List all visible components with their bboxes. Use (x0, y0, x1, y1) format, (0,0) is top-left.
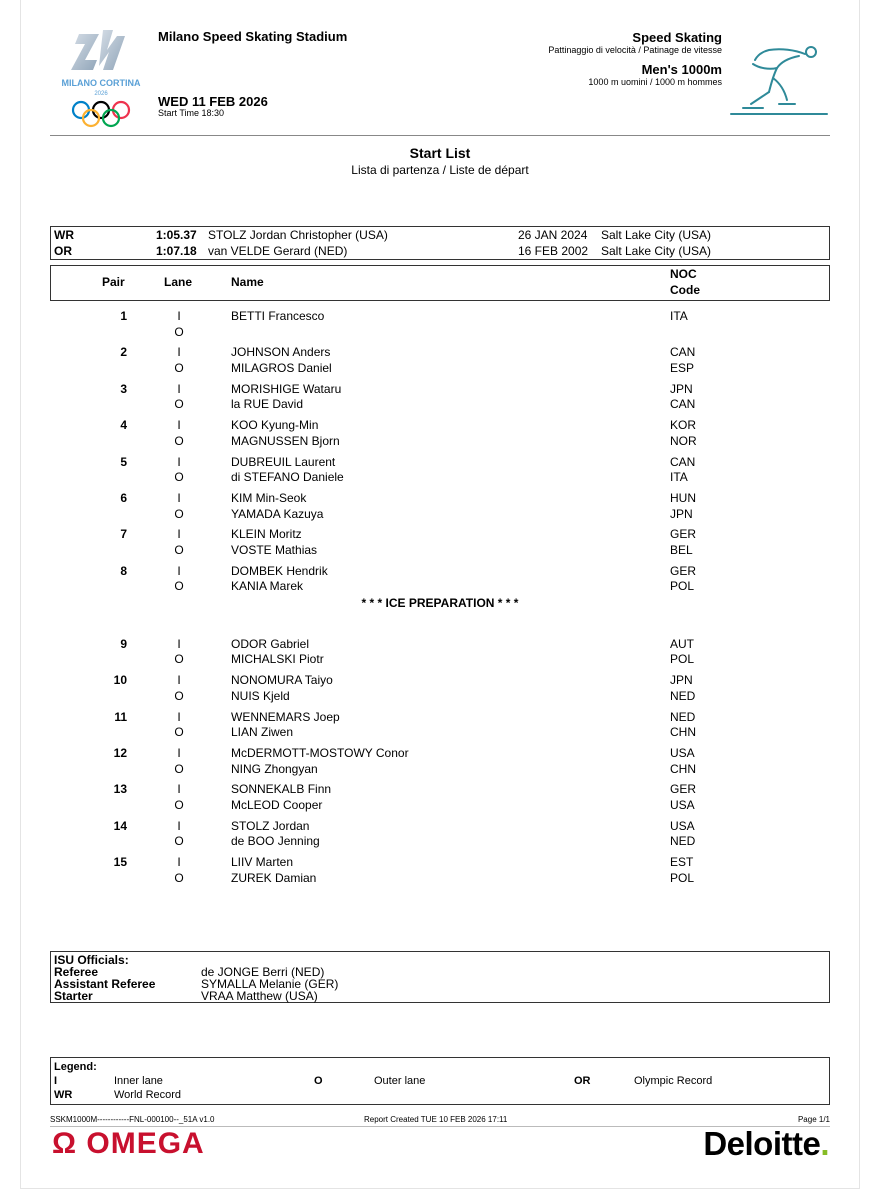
table-row (21, 434, 859, 450)
legend-heading: Legend: (54, 1061, 97, 1073)
noc-code: GER (670, 527, 697, 542)
official-role: Referee (54, 965, 99, 979)
skater-name: McDERMOTT-MOSTOWY Conor (231, 746, 409, 760)
noc-code: HUN (670, 491, 696, 505)
sport-translations: Pattinaggio di velocità / Patinage de vitesse (548, 45, 722, 55)
lane-code: I (177, 855, 181, 870)
record-date: 16 FEB 2002 (518, 244, 589, 258)
pair-number: 11 (114, 709, 127, 724)
pair-number: 1 (120, 309, 127, 323)
report-created: Report Created TUE 10 FEB 2026 17:11 (364, 1115, 508, 1124)
skater-name: NUIS Kjeld (231, 688, 290, 703)
page-number: Page 1/1 (797, 1115, 830, 1124)
record-place: Salt Lake City (USA) (601, 244, 712, 258)
lane-code: I (177, 709, 181, 724)
lane-code: O (174, 324, 184, 339)
skater-name: KIM Min-Seok (231, 491, 307, 505)
noc-code: NED (670, 834, 696, 849)
legend-code: WR (54, 1089, 73, 1101)
lane-code: I (177, 818, 181, 833)
pair-number: 13 (113, 782, 127, 797)
noc-code: ITA (670, 309, 688, 323)
noc-code: USA (670, 797, 695, 812)
table-row (21, 543, 859, 559)
lane-code: I (177, 563, 181, 578)
pair-number: 12 (113, 746, 127, 760)
skater-name: McLEOD Cooper (231, 797, 323, 812)
skater-name: LIAN Ziwen (231, 725, 294, 740)
skater-name: WENNEMARS Joep (231, 709, 340, 724)
lane-code: O (174, 542, 184, 557)
skater-name: ZUREK Damian (231, 870, 317, 885)
skater-name: KLEIN Moritz (231, 527, 302, 542)
skater-name: MORISHIGE Wataru (231, 381, 342, 396)
event-date: WED 11 FEB 2026 (158, 94, 268, 109)
milano-cortina-logo (51, 26, 151, 130)
deloitte-logo (703, 1125, 829, 1163)
skater-name: MILAGROS Daniel (231, 360, 332, 375)
pair-number: 14 (113, 818, 127, 833)
event-name: Men's 1000m (641, 62, 722, 77)
record-date: 26 JAN 2024 (518, 228, 588, 242)
pair-number: 4 (120, 418, 127, 433)
svg-text:MILANO CORTINA: MILANO CORTINA (61, 78, 141, 88)
table-row (21, 834, 859, 850)
table-row (21, 689, 859, 705)
omega-logo: Ω OMEGA (52, 1127, 205, 1160)
lane-code: I (177, 636, 181, 651)
pair-number: 9 (120, 636, 127, 651)
lane-code: O (174, 470, 184, 485)
table-row (21, 579, 859, 595)
table-row (21, 819, 859, 835)
skater-name: BETTI Francesco (231, 309, 325, 323)
lane-code: O (174, 579, 184, 594)
records-box (50, 226, 830, 260)
lane-code: I (177, 381, 181, 396)
official-role: Starter (54, 989, 93, 1003)
table-row (21, 382, 859, 398)
record-time: 1:07.18 (156, 244, 197, 258)
skater-name: KANIA Marek (231, 579, 304, 594)
header-divider (50, 135, 830, 136)
skater-name: YAMADA Kazuya (231, 506, 324, 521)
skater-name: MAGNUSSEN Bjorn (231, 433, 340, 448)
noc-code: NED (670, 688, 696, 703)
table-row (21, 746, 859, 762)
noc-code: USA (670, 746, 695, 760)
table-row (21, 527, 859, 543)
noc-code: ESP (670, 360, 695, 375)
lane-code: O (174, 797, 184, 812)
noc-code: KOR (670, 418, 697, 433)
table-row (21, 762, 859, 778)
table-row (21, 673, 859, 689)
lane-code: O (174, 870, 184, 885)
table-row (21, 798, 859, 814)
legend-text: Inner lane (114, 1075, 163, 1087)
ice-preparation-note: * * * ICE PREPARATION * * * (361, 596, 519, 610)
record-holder: van VELDE Gerard (NED) (208, 244, 348, 258)
skater-name: SONNEKALB Finn (231, 782, 332, 797)
lane-code: I (177, 527, 181, 542)
skater-name: de BOO Jenning (231, 834, 320, 849)
lane-code: I (177, 673, 181, 688)
legend-box (50, 1057, 830, 1105)
games-emblem-icon (51, 26, 151, 130)
record-code: WR (54, 228, 74, 242)
skater-name: LIIV Marten (231, 855, 294, 870)
start-time: Start Time 18:30 (158, 108, 225, 118)
venue-name: Milano Speed Skating Stadium (158, 29, 348, 44)
table-row (21, 325, 859, 341)
lane-code: I (177, 345, 181, 360)
noc-code: JPN (670, 673, 693, 688)
header-pair: Pair (102, 275, 125, 289)
official-name: VRAA Matthew (USA) (201, 989, 318, 1003)
legend-code: OR (574, 1075, 591, 1087)
event-translations: 1000 m uomini / 1000 m hommes (588, 77, 722, 87)
legend-text: World Record (114, 1089, 182, 1101)
table-row (21, 782, 859, 798)
table-row (21, 309, 859, 325)
noc-code: BEL (670, 542, 693, 557)
document-code: SSKM1000M------------FNL-000100--_51A v1.0 (50, 1115, 215, 1124)
table-row (21, 710, 859, 726)
pair-number: 10 (113, 673, 127, 688)
noc-code: JPN (670, 381, 693, 396)
pair-number: 8 (120, 563, 127, 578)
noc-code: CHN (670, 725, 696, 740)
noc-code: POL (670, 579, 695, 594)
header-name: Name (231, 275, 264, 289)
noc-code: CAN (670, 454, 696, 469)
skater-name: VOSTE Mathias (231, 542, 318, 557)
table-row (21, 491, 859, 507)
skater-name: la RUE David (231, 397, 304, 412)
skater-name: ODOR Gabriel (231, 636, 310, 651)
lane-code: O (174, 652, 184, 667)
skater-name: DUBREUIL Laurent (231, 454, 336, 469)
table-row (21, 507, 859, 523)
deloitte-wordmark: Deloitte (703, 1125, 821, 1162)
noc-code: NOR (670, 433, 697, 448)
table-row (21, 455, 859, 471)
noc-code: AUT (670, 636, 694, 651)
header-lane: Lane (164, 275, 193, 289)
svg-text:2026: 2026 (94, 91, 108, 97)
noc-code: POL (670, 652, 695, 667)
noc-code: GER (670, 782, 697, 797)
noc-code: NED (670, 709, 696, 724)
lane-code: O (174, 397, 184, 412)
table-row (21, 397, 859, 413)
table-row (21, 652, 859, 668)
lane-code: O (174, 834, 184, 849)
skater-name: NONOMURA Taiyo (231, 673, 333, 688)
pair-number: 6 (120, 491, 127, 505)
record-row-or (51, 243, 829, 259)
lane-code: I (177, 309, 181, 323)
legend-text: Outer lane (374, 1075, 426, 1087)
skater-name: MICHALSKI Piotr (231, 652, 324, 667)
noc-code: EST (670, 855, 694, 870)
skater-name: di STEFANO Daniele (231, 470, 344, 485)
official-role: Assistant Referee (54, 977, 156, 991)
record-time: 1:05.37 (156, 228, 197, 242)
speed-skater-pictogram-icon (729, 38, 829, 116)
table-row (21, 637, 859, 653)
lane-code: I (177, 454, 181, 469)
pair-number: 3 (120, 381, 127, 396)
noc-code: GER (670, 563, 697, 578)
table-header (50, 265, 830, 301)
legend-text: Olympic Record (634, 1075, 713, 1087)
document-subtitle: Lista di partenza / Liste de départ (351, 163, 529, 177)
table-row (21, 345, 859, 361)
noc-code: CAN (670, 345, 696, 360)
lane-code: I (177, 491, 181, 505)
lane-code: O (174, 725, 184, 740)
table-row (21, 564, 859, 580)
pair-number: 7 (120, 527, 127, 542)
document-title: Start List (409, 145, 471, 161)
lane-code: O (174, 506, 184, 521)
record-code: OR (54, 244, 72, 258)
pair-number: 15 (113, 855, 127, 870)
record-place: Salt Lake City (USA) (601, 228, 712, 242)
lane-code: O (174, 761, 184, 776)
lane-code: I (177, 782, 181, 797)
lane-code: O (174, 360, 184, 375)
start-list-sheet (20, 0, 860, 1189)
pair-number: 2 (120, 345, 127, 360)
lane-code: O (174, 433, 184, 448)
skater-name: KOO Kyung-Min (231, 418, 319, 433)
legend-code: I (54, 1075, 58, 1087)
noc-code: USA (670, 818, 695, 833)
skater-name: DOMBEK Hendrik (231, 563, 328, 578)
table-row (21, 855, 859, 871)
pair-number: 5 (120, 454, 127, 469)
noc-code: CAN (670, 397, 696, 412)
skater-name: JOHNSON Anders (231, 345, 331, 360)
header-noc: NOC (670, 267, 697, 281)
skater-name: STOLZ Jordan (231, 818, 310, 833)
table-row (21, 418, 859, 434)
official-name: de JONGE Berri (NED) (201, 965, 325, 979)
deloitte-dot: . (820, 1125, 829, 1162)
lane-code: I (177, 418, 181, 433)
noc-code: ITA (670, 470, 688, 485)
sport-name: Speed Skating (632, 30, 722, 45)
record-row-wr (51, 227, 829, 243)
header-code: Code (670, 283, 700, 297)
record-holder: STOLZ Jordan Christopher (USA) (208, 228, 388, 242)
table-row (21, 871, 859, 887)
lane-code: I (177, 746, 181, 760)
skater-name: NING Zhongyan (231, 761, 318, 776)
table-row (21, 470, 859, 486)
officials-heading: ISU Officials: (54, 953, 129, 967)
noc-code: JPN (670, 506, 693, 521)
table-row (21, 725, 859, 741)
lane-code: O (174, 688, 184, 703)
noc-code: POL (670, 870, 695, 885)
table-row (21, 361, 859, 377)
legend-code: O (314, 1075, 323, 1087)
official-name: SYMALLA Melanie (GER) (201, 977, 339, 991)
officials-box (50, 951, 830, 1003)
noc-code: CHN (670, 761, 696, 776)
